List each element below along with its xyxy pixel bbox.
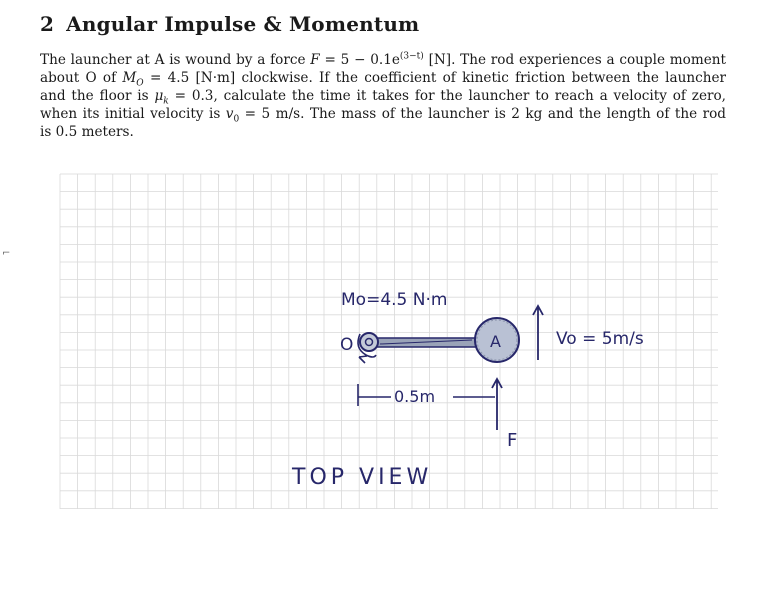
problem-text: [N]. The rod experiences a couple moment: [423, 52, 726, 68]
moment-subscript: O: [136, 78, 144, 89]
friction-subscript: k: [163, 96, 169, 107]
problem-line-2: [40, 69, 726, 87]
force-equation: = 5 − 0.1e: [319, 52, 400, 68]
view-label: TOP VIEW: [292, 465, 433, 490]
moment-symbol: M: [122, 70, 137, 86]
section-title: Angular Impulse & Momentum: [66, 12, 420, 36]
velocity-label: Vo = 5m/s: [556, 329, 644, 349]
moment-label: Mo=4.5 N·m: [341, 290, 448, 310]
figure-top-view: [58, 172, 728, 512]
problem-text: = 5 m/s. The mass of the launcher is 2 kg and the length of the rod: [239, 106, 727, 122]
force-symbol: F: [310, 52, 320, 68]
velocity-subscript: 0: [233, 114, 240, 125]
section-number: 2: [40, 12, 55, 36]
problem-line-3: [40, 87, 726, 105]
problem-text: when its initial velocity is: [40, 106, 226, 122]
force-arrow: [492, 379, 502, 430]
length-label: 0.5m: [394, 387, 436, 406]
problem-text: The launcher at A is wound by a force: [40, 52, 311, 68]
problem-line-1: [40, 51, 726, 69]
pivot-o: [360, 333, 378, 351]
rod: [376, 338, 476, 347]
moment-arrow-head: [359, 356, 367, 363]
figure-drawing: [58, 172, 728, 512]
problem-text: = 0.3, calculate the time it takes for the launcher to reach a velocity of zero,: [168, 88, 726, 104]
problem-statement: [40, 51, 726, 141]
velocity-symbol: v: [225, 106, 234, 122]
velocity-arrow: [533, 306, 543, 360]
force-exponent: (3−t): [399, 51, 424, 62]
problem-line-4: [40, 105, 726, 123]
problem-text: = 4.5 [N·m] clockwise. If the coefficient of kinetic friction between the launcher: [143, 70, 727, 86]
scan-mark: ⌐: [2, 248, 11, 259]
point-o-label: O: [340, 335, 354, 355]
section-heading: [40, 12, 419, 36]
problem-text: about O of: [40, 70, 123, 86]
force-label: F: [507, 430, 518, 451]
point-a-label: A: [490, 332, 501, 351]
problem-line-5: is 0.5 meters.: [40, 124, 134, 140]
problem-text: and the floor is: [40, 88, 155, 104]
friction-symbol: μ: [154, 88, 164, 104]
